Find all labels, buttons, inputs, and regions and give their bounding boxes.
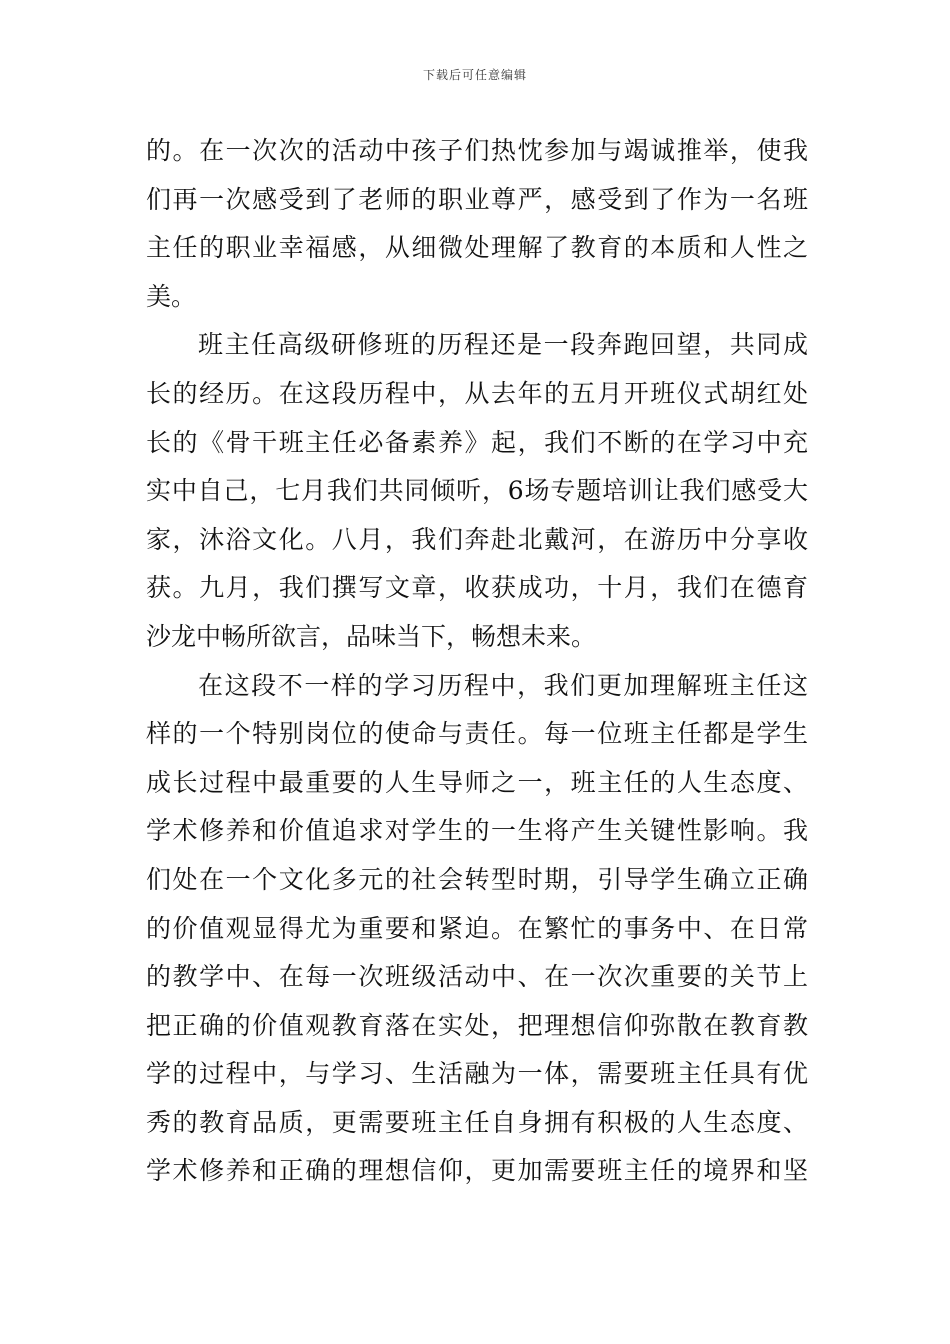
text-line: 沙龙中畅所欲言，品味当下，畅想未来。 — [146, 621, 597, 651]
text-line: 主任的职业幸福感，从细微处理解了教育的本质和人性之 — [146, 233, 808, 263]
text-line: 秀的教育品质，更需要班主任自身拥有积极的人生态度、 — [146, 1107, 808, 1137]
text-line: 长的《骨干班主任必备素养》起，我们不断的在学习中充 — [146, 427, 808, 457]
text-line: 获。九月，我们撰写文章，收获成功，十月，我们在德育 — [146, 573, 808, 603]
text-line: 班主任高级研修班的历程还是一段奔跑回望，共同成 — [198, 330, 808, 360]
text-line: 在这段不一样的学习历程中，我们更加理解班主任这 — [198, 670, 808, 700]
text-line: 们处在一个文化多元的社会转型时期，引导学生确立正确 — [146, 864, 808, 894]
document-body — [146, 127, 808, 1196]
text-line: 学的过程中，与学习、生活融为一体，需要班主任具有优 — [146, 1059, 808, 1089]
text-line: 的价值观显得尤为重要和紧迫。在繁忙的事务中、在日常 — [146, 913, 808, 943]
text-line: 的。在一次次的活动中孩子们热忱参加与竭诚推举，使我 — [146, 136, 808, 165]
text-line: 把正确的价值观教育落在实处，把理想信仰弥散在教育教 — [146, 1010, 808, 1040]
text-line: 成长过程中最重要的人生导师之一，班主任的人生态度、 — [146, 767, 808, 797]
paragraph — [146, 321, 808, 661]
paragraph — [146, 662, 808, 1197]
text-line: 们再一次感受到了老师的职业尊严，感受到了作为一名班 — [146, 184, 808, 214]
paragraph — [146, 127, 808, 321]
text-line: 美。 — [146, 281, 197, 311]
text-line: 长的经历。在这段历程中，从去年的五月开班仪式胡红处 — [146, 378, 808, 408]
text-line: 样的一个特别岗位的使命与责任。每一位班主任都是学生 — [146, 719, 808, 749]
text-line: 实中自己，七月我们共同倾听，6场专题培训让我们感受大 — [146, 476, 808, 506]
text-line: 学术修养和正确的理想信仰，更加需要班主任的境界和坚 — [146, 1156, 808, 1186]
text-line: 的教学中、在每一次班级活动中、在一次次重要的关节上 — [146, 962, 808, 992]
text-line: 学术修养和价值追求对学生的一生将产生关键性影响。我 — [146, 816, 808, 846]
text-line: 家，沐浴文化。八月，我们奔赴北戴河，在游历中分享收 — [146, 524, 808, 554]
page-header: 下载后可任意编辑 — [422, 68, 527, 82]
